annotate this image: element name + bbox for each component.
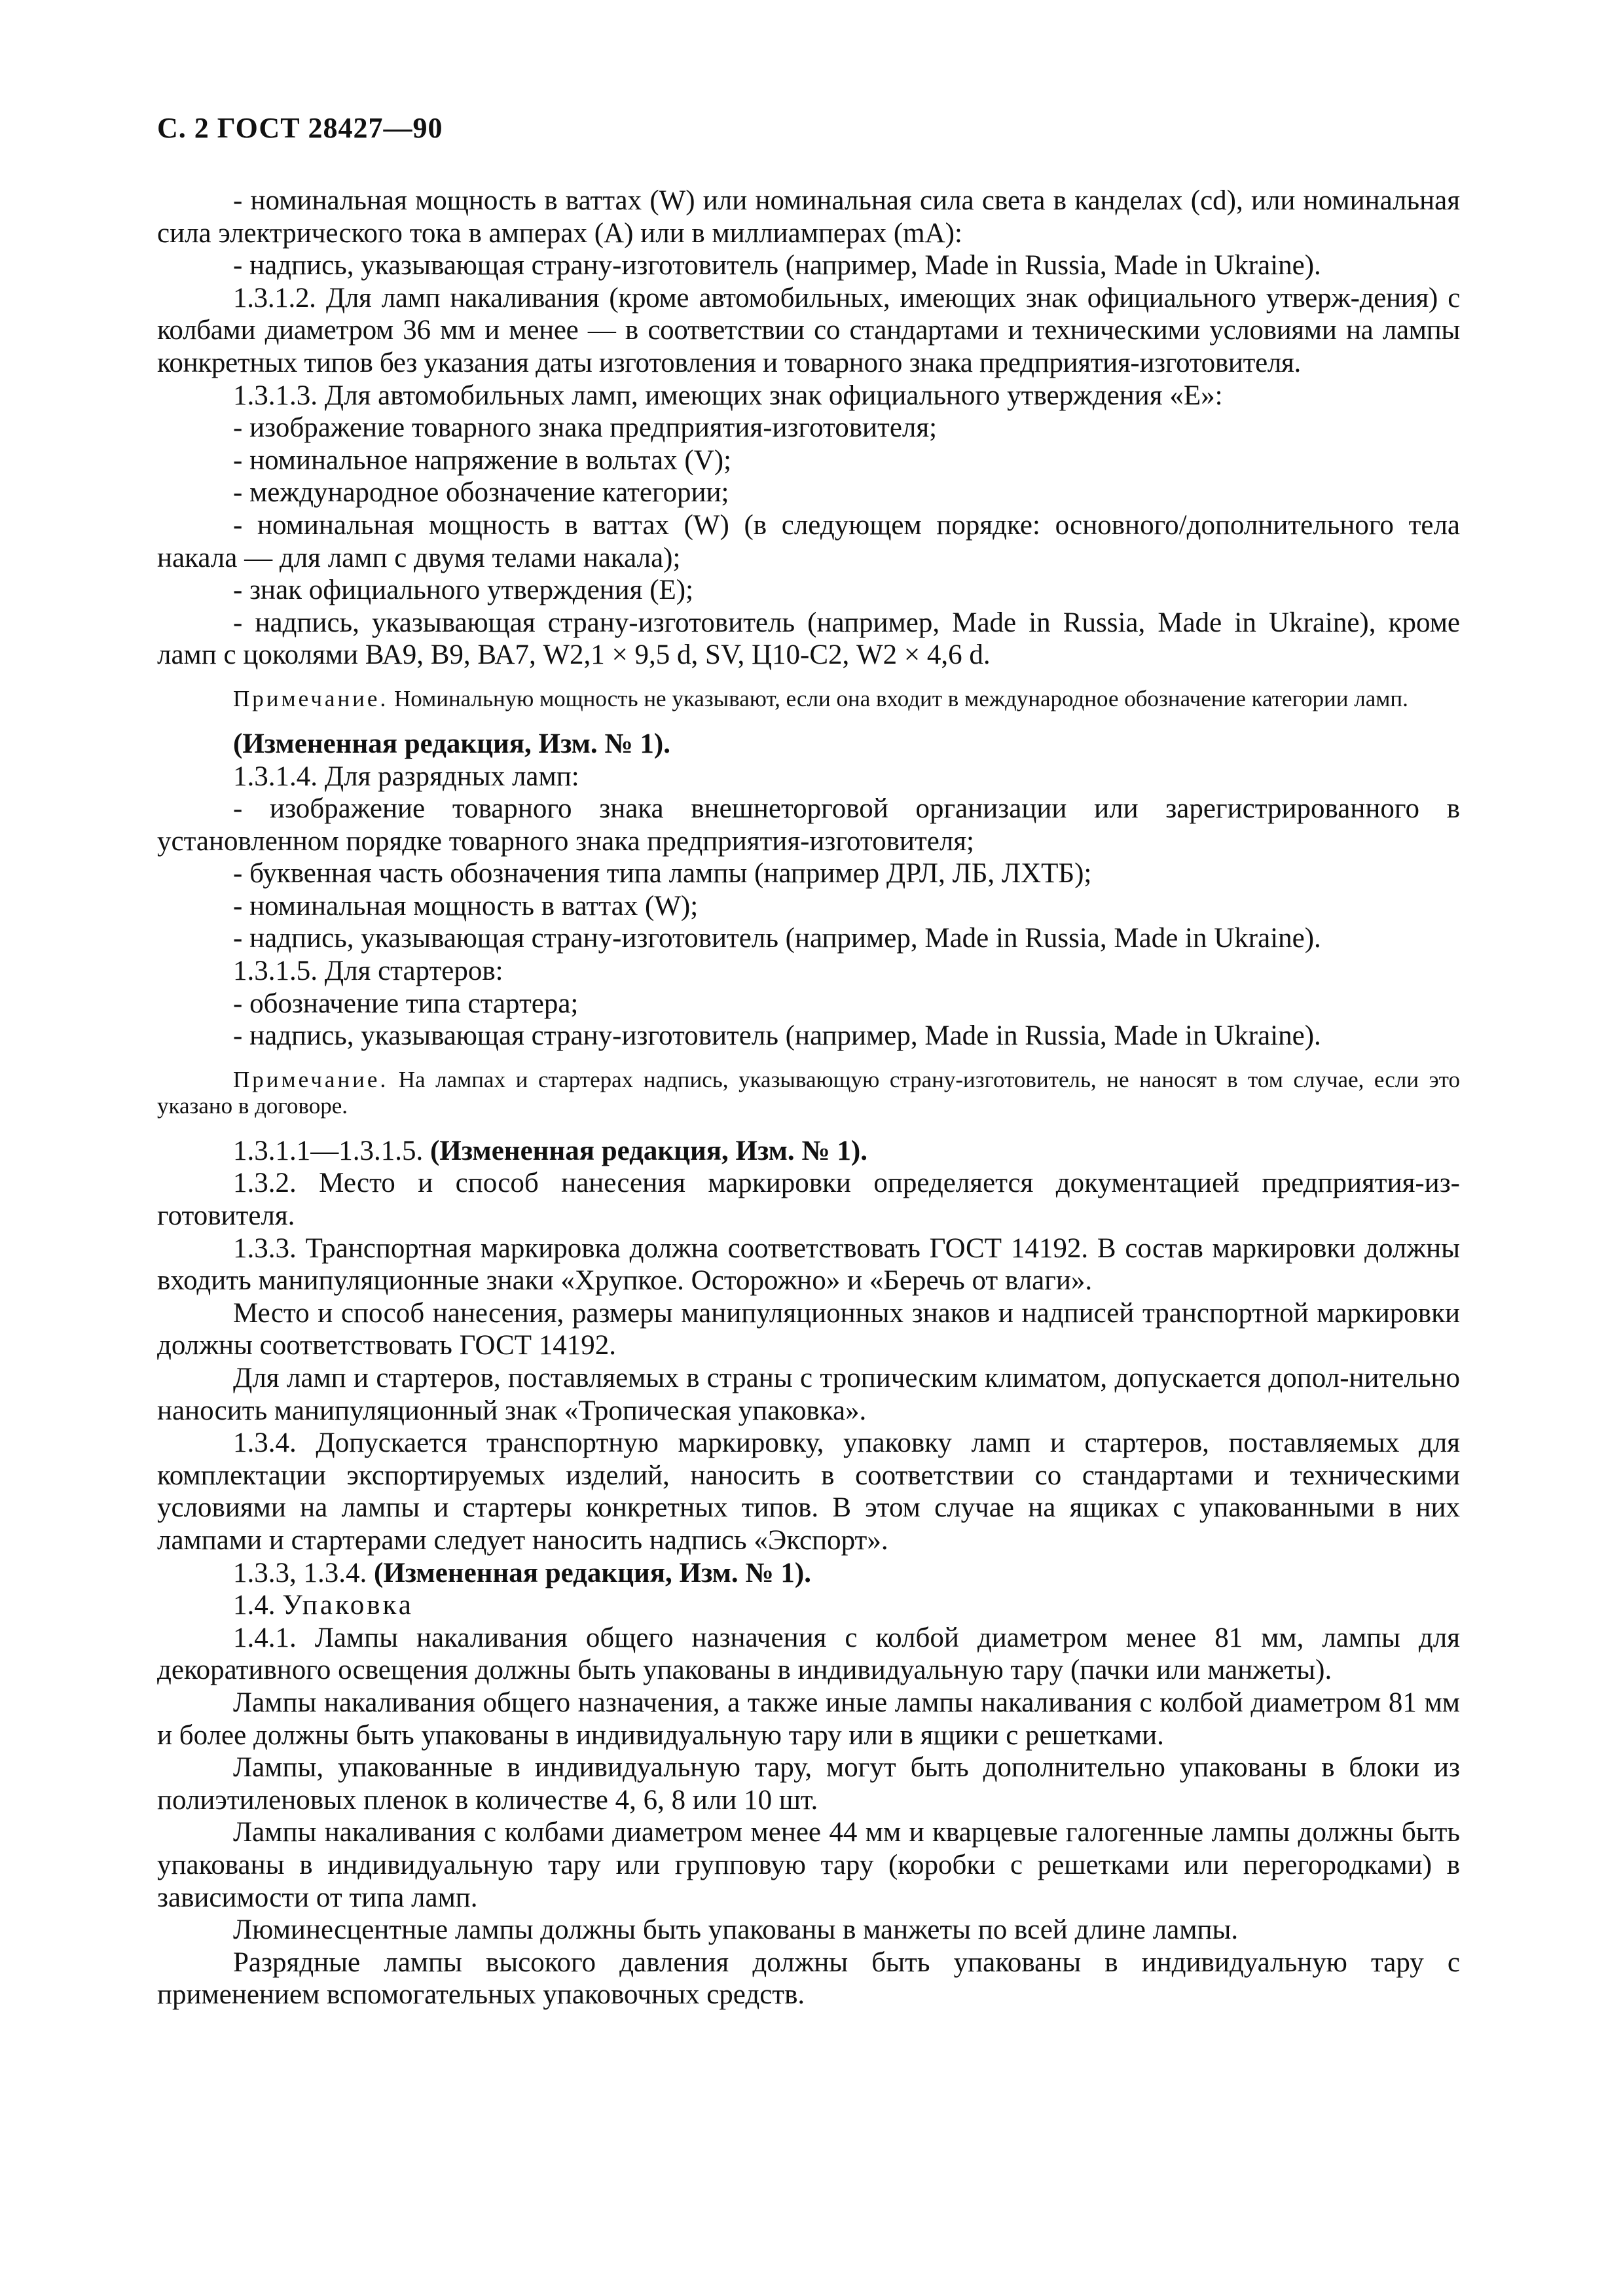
paragraph: 1.3.4. Допускается транспортную маркировку, упаковку ламп и стартеров, поставляемых для комплектации экспортируемых изделий, наносить в соответствии со стандартами и техническими условиями на лампы и стартеры конкретных типов. В этом случае на ящиках с упакованными в них лампами и стартерами следует наносить надпись «Экспорт». bbox=[157, 1427, 1460, 1556]
list-item: - изображение товарного знака внешнеторговой организации или зарегистрированного в установленном порядке товарного знака предприятия-изготовителя; bbox=[157, 793, 1460, 857]
amendment-text: (Измененная редакция, Изм. № 1). bbox=[430, 1135, 867, 1166]
section-title: Упаковка bbox=[282, 1590, 414, 1621]
note bbox=[157, 686, 1460, 712]
amendment-ref: 1.3.1.1—1.3.1.5. bbox=[233, 1135, 424, 1166]
amendment-ref: 1.3.3, 1.3.4. bbox=[233, 1557, 367, 1588]
paragraph: 1.4.1. Лампы накаливания общего назначения с колбой диаметром менее 81 мм, лампы для декоративного освещения должны быть упакованы в индивидуальную тару (пачки или манжеты). bbox=[157, 1622, 1460, 1686]
paragraph: 1.3.1.3. Для автомобильных ламп, имеющих знак официального утверждения «Е»: bbox=[233, 380, 1223, 411]
paragraph: Место и способ нанесения, размеры манипуляционных знаков и надписей транспортной маркировки должны соответствовать ГОСТ 14192. bbox=[157, 1297, 1460, 1361]
note bbox=[157, 1067, 1460, 1119]
list-item: - надпись, указывающая страну-изготовитель (например, Made in Russia, Made in Ukraine), кроме ламп с цоколями ВА9, В9, ВА7, W2,1 × 9,5 d, SV, Ц10-С2, W2 × 4,6 d. bbox=[157, 607, 1460, 671]
amendment-note bbox=[157, 1135, 1460, 1168]
note-label: Примечание. bbox=[233, 1066, 389, 1092]
note-text: На лампах и стартерах надпись, указывающую страну-изготовитель, не наносят в том случае, если это указано в договоре. bbox=[157, 1066, 1460, 1119]
list-item: - надпись, указывающая страну-изготовитель (например, Made in Russia, Made in Ukraine). bbox=[233, 923, 1321, 954]
paragraph: 1.3.3. Транспортная маркировка должна соответствовать ГОСТ 14192. В состав маркировки должны входить манипуляционные знаки «Хрупкое. Осторожно» и «Беречь от влаги». bbox=[157, 1232, 1460, 1297]
paragraph: Разрядные лампы высокого давления должны быть упакованы в индивидуальную тару с применением вспомогательных упаковочных средств. bbox=[157, 1946, 1460, 2011]
list-item: - знак официального утверждения (Е); bbox=[233, 575, 694, 606]
paragraph: 1.3.1.4. Для разрядных ламп: bbox=[233, 761, 579, 792]
amendment-note: (Измененная редакция, Изм. № 1). bbox=[233, 728, 670, 759]
amendment-text: (Измененная редакция, Изм. № 1). bbox=[374, 1557, 811, 1588]
paragraph: Лампы накаливания общего назначения, а также иные лампы накаливания с колбой диаметром 81 мм и более должны быть упакованы в индивидуальную тару или в ящики с решетками. bbox=[157, 1687, 1460, 1751]
list-item: - номинальная мощность в ваттах (W) (в следующем порядке: основного/дополнительного тела накала — для ламп с двумя телами накала); bbox=[157, 509, 1460, 573]
list-item: - буквенная часть обозначения типа лампы (например ДРЛ, ЛБ, ЛХТБ); bbox=[233, 858, 1092, 889]
paragraph: - надпись, указывающая страну-изготовитель (например, Made in Russia, Made in Ukraine). bbox=[233, 250, 1321, 281]
list-item: - изображение товарного знака предприятия-изготовителя; bbox=[233, 412, 938, 444]
section-heading bbox=[157, 1589, 1460, 1622]
amendment-note bbox=[157, 1557, 1460, 1590]
paragraph: - номинальная мощность в ваттах (W) или номинальная сила света в канделах (cd), или номинальная сила электрического тока в амперах (А) или в миллиамперах (mA): bbox=[157, 185, 1460, 249]
paragraph: 1.3.2. Место и способ нанесения маркировки определяется документацией предприятия-из-готовителя. bbox=[157, 1168, 1460, 1232]
paragraph: Люминесцентные лампы должны быть упакованы в манжеты по всей длине лампы. bbox=[233, 1914, 1239, 1946]
paragraph: 1.3.1.5. Для стартеров: bbox=[233, 956, 503, 987]
list-item: - международное обозначение категории; bbox=[233, 477, 729, 509]
paragraph: 1.3.1.2. Для ламп накаливания (кроме автомобильных, имеющих знак официального утверж-дения) с колбами диаметром 36 мм и менее — в соответствии со стандартами и техническими условиями на лампы конкретных типов без указания даты изготовления и товарного знака предприятия-изготовителя. bbox=[157, 282, 1460, 378]
section-number: 1.4. bbox=[233, 1590, 276, 1621]
list-item: - обозначение типа стартера; bbox=[233, 988, 579, 1019]
note-label: Примечание. bbox=[233, 685, 389, 711]
list-item: - номинальная мощность в ваттах (W); bbox=[233, 890, 699, 922]
list-item: - номинальное напряжение в вольтах (V); bbox=[233, 444, 732, 476]
paragraph: Лампы накаливания с колбами диаметром менее 44 мм и кварцевые галогенные лампы должны быть упакованы в индивидуальную тару или групповую тару (коробки с решетками или перегородками) в зависимости от типа ламп. bbox=[157, 1817, 1460, 1913]
note-text: Номинальную мощность не указывают, если она входит в международное обозначение категории ламп. bbox=[393, 685, 1408, 711]
paragraph: Лампы, упакованные в индивидуальную тару, могут быть дополнительно упакованы в блоки из полиэтиленовых пленок в количестве 4, 6, 8 или 10 шт. bbox=[157, 1752, 1460, 1816]
page-header: С. 2 ГОСТ 28427—90 bbox=[157, 112, 443, 144]
list-item: - надпись, указывающая страну-изготовитель (например, Made in Russia, Made in Ukraine). bbox=[233, 1020, 1321, 1052]
paragraph: Для ламп и стартеров, поставляемых в страны с тропическим климатом, допускается допол-нительно наносить манипуляционный знак «Тропическая упаковка». bbox=[157, 1363, 1460, 1426]
document-body bbox=[157, 185, 1460, 2011]
